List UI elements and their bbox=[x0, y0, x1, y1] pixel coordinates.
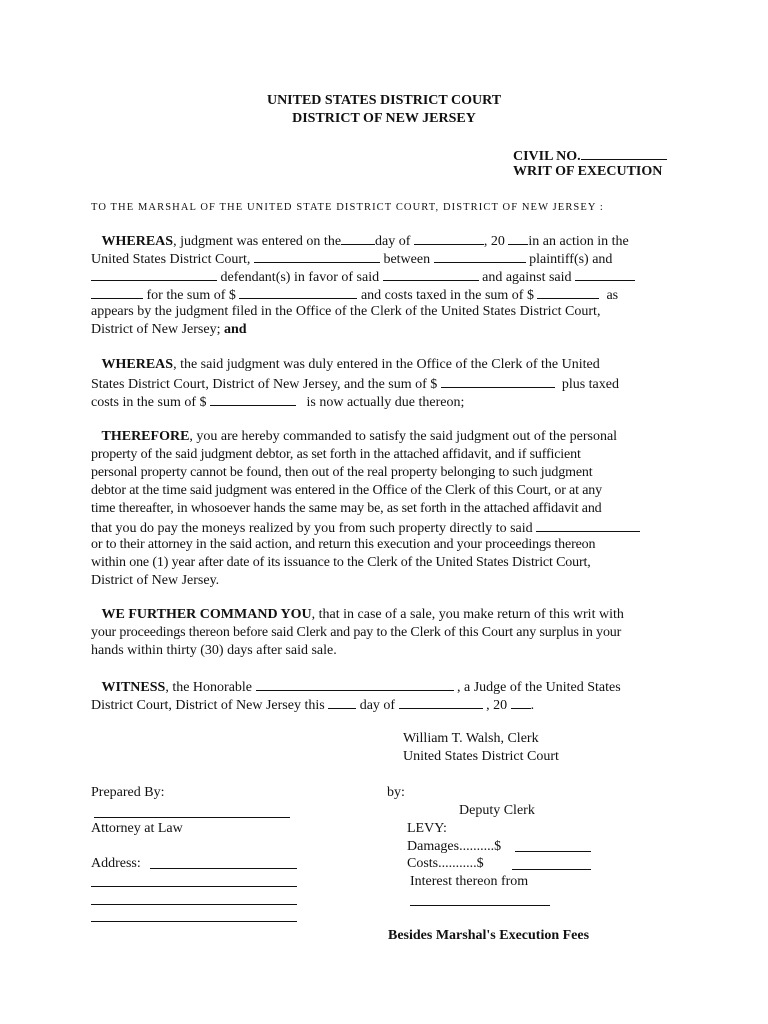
p3-text: property of the said judgment debtor, as set forth in the attached affidavit, and if sufficient bbox=[91, 447, 581, 462]
p1-text: United States District Court, bbox=[91, 252, 251, 267]
p1-text: day of bbox=[375, 234, 411, 249]
district-title: DISTRICT OF NEW JERSEY bbox=[292, 111, 476, 126]
address-line-1[interactable] bbox=[150, 868, 297, 869]
defendant-blank[interactable] bbox=[91, 267, 217, 281]
clerk-name: William T. Walsh, Clerk bbox=[403, 731, 539, 746]
p1-text: , 20 bbox=[483, 234, 505, 249]
costs-blank[interactable] bbox=[537, 285, 599, 299]
damages-label: Damages..........$ bbox=[407, 839, 502, 854]
address-label: Address: bbox=[91, 856, 141, 871]
p2-text: , the said judgment was duly entered in the Office of the Clerk of the United bbox=[173, 357, 600, 372]
against-blank[interactable] bbox=[575, 267, 635, 281]
court-title: UNITED STATES DISTRICT COURT bbox=[266, 93, 502, 108]
civil-no-blank[interactable] bbox=[581, 146, 667, 160]
p2-text: plus taxed bbox=[561, 377, 619, 392]
p5-text: , a Judge of the United States bbox=[457, 680, 621, 695]
further-command-lead: WE FURTHER COMMAND YOU bbox=[101, 607, 312, 622]
p5-text: day of bbox=[359, 698, 396, 713]
address-line-3[interactable] bbox=[91, 904, 297, 905]
p1-and: and bbox=[223, 322, 247, 337]
paragraph-further-command bbox=[91, 606, 691, 660]
p1-text: District of New Jersey; bbox=[91, 322, 224, 337]
p1-text: for the sum of $ bbox=[146, 288, 236, 303]
paragraph-therefore bbox=[91, 428, 691, 590]
p3-text: , you are hereby commanded to satisfy the said judgment out of the personal bbox=[189, 429, 618, 444]
interest-label: Interest thereon from bbox=[410, 874, 529, 889]
p2-text: costs in the sum of $ bbox=[91, 395, 207, 410]
p3-text: District of New Jersey. bbox=[91, 573, 220, 588]
therefore-lead: THEREFORE bbox=[101, 429, 190, 444]
judge-blank[interactable] bbox=[256, 677, 454, 691]
p1-text: as bbox=[606, 288, 619, 303]
paragraph-whereas-1 bbox=[91, 231, 691, 339]
paragraph-witness bbox=[91, 677, 691, 713]
sum-blank[interactable] bbox=[239, 285, 357, 299]
p4-text: your proceedings thereon before said Clerk and pay to the Clerk of this Court any surplus in your bbox=[91, 625, 622, 640]
costs-line[interactable] bbox=[512, 869, 591, 870]
paragraph-whereas-2 bbox=[91, 356, 691, 410]
p3-text: or to their attorney in the said action, and return this execution and your proceedings thereon bbox=[91, 537, 596, 552]
attorney-label: Attorney at Law bbox=[91, 821, 183, 836]
p1-text: , judgment was entered on the bbox=[173, 234, 342, 249]
p2-text: is now actually due thereon; bbox=[306, 395, 465, 410]
p1-text: in an action in the bbox=[528, 234, 629, 249]
interest-line[interactable] bbox=[410, 905, 550, 906]
p3-text: personal property cannot be found, then out of the real property belonging to such judgment bbox=[91, 465, 593, 480]
witness-day-blank[interactable] bbox=[328, 695, 356, 709]
by-label: by: bbox=[387, 785, 405, 800]
prepared-by-label: Prepared By: bbox=[91, 785, 165, 800]
p5-text: District Court, District of New Jersey this bbox=[91, 698, 325, 713]
p2-text: States District Court, District of New Jersey, and the sum of $ bbox=[91, 377, 438, 392]
prepared-by-line[interactable] bbox=[94, 817, 290, 818]
p3-text: time thereafter, in whosoever hands the same may be, as set forth in the attached affidavit and bbox=[91, 501, 602, 516]
address-line-4[interactable] bbox=[91, 921, 297, 922]
year-blank[interactable] bbox=[508, 231, 528, 245]
addressee-line: TO THE MARSHAL OF THE UNITED STATE DISTRICT COURT, DISTRICT OF NEW JERSEY : bbox=[91, 202, 604, 213]
whereas-lead-2: WHEREAS bbox=[101, 357, 174, 372]
whereas-lead-1: WHEREAS bbox=[101, 234, 174, 249]
p1-text: defendant(s) in favor of said bbox=[220, 270, 380, 285]
month-blank[interactable] bbox=[414, 231, 484, 245]
marshal-fees-note: Besides Marshal's Execution Fees bbox=[388, 928, 590, 943]
p5-text: , 20 bbox=[486, 698, 508, 713]
costs-label: Costs...........$ bbox=[407, 856, 484, 871]
witness-lead: WITNESS bbox=[101, 680, 166, 695]
witness-year-blank[interactable] bbox=[511, 695, 531, 709]
p1-text: plaintiff(s) and bbox=[529, 252, 613, 267]
court-blank[interactable] bbox=[254, 249, 380, 263]
p5-text: , the Honorable bbox=[165, 680, 253, 695]
p3-text: debtor at the time said judgment was entered in the Office of the Clerk of this Court, or at any bbox=[91, 483, 602, 498]
payee-blank[interactable] bbox=[536, 518, 640, 532]
p4-text: hands within thirty (30) days after said sale. bbox=[91, 643, 337, 658]
p1-text: and costs taxed in the sum of $ bbox=[360, 288, 534, 303]
favor-blank[interactable] bbox=[383, 267, 479, 281]
address-line-2[interactable] bbox=[91, 886, 297, 887]
writ-title: WRIT OF EXECUTION bbox=[513, 164, 663, 179]
civil-no-label: CIVIL NO. bbox=[513, 149, 581, 164]
p3-text: that you do pay the moneys realized by you from such property directly to said bbox=[91, 521, 533, 536]
p5-text: . bbox=[530, 698, 535, 713]
p1-text: appears by the judgment filed in the Office of the Clerk of the United States District Court, bbox=[91, 304, 601, 319]
deputy-clerk-label: Deputy Clerk bbox=[459, 803, 535, 818]
damages-line[interactable] bbox=[515, 851, 591, 852]
clerk-court: United States District Court bbox=[403, 749, 559, 764]
p3-text: within one (1) year after date of its issuance to the Clerk of the United States District Court, bbox=[91, 555, 591, 570]
levy-label: LEVY: bbox=[407, 821, 447, 836]
p4-text: , that in case of a sale, you make return of this writ with bbox=[311, 607, 624, 622]
plaintiff-blank[interactable] bbox=[434, 249, 526, 263]
taxed-costs-blank[interactable] bbox=[210, 392, 296, 406]
against-blank-2[interactable] bbox=[91, 285, 143, 299]
witness-month-blank[interactable] bbox=[399, 695, 483, 709]
day-blank[interactable] bbox=[341, 231, 375, 245]
p1-text: between bbox=[383, 252, 431, 267]
due-sum-blank[interactable] bbox=[441, 374, 555, 388]
p1-text: and against said bbox=[482, 270, 572, 285]
